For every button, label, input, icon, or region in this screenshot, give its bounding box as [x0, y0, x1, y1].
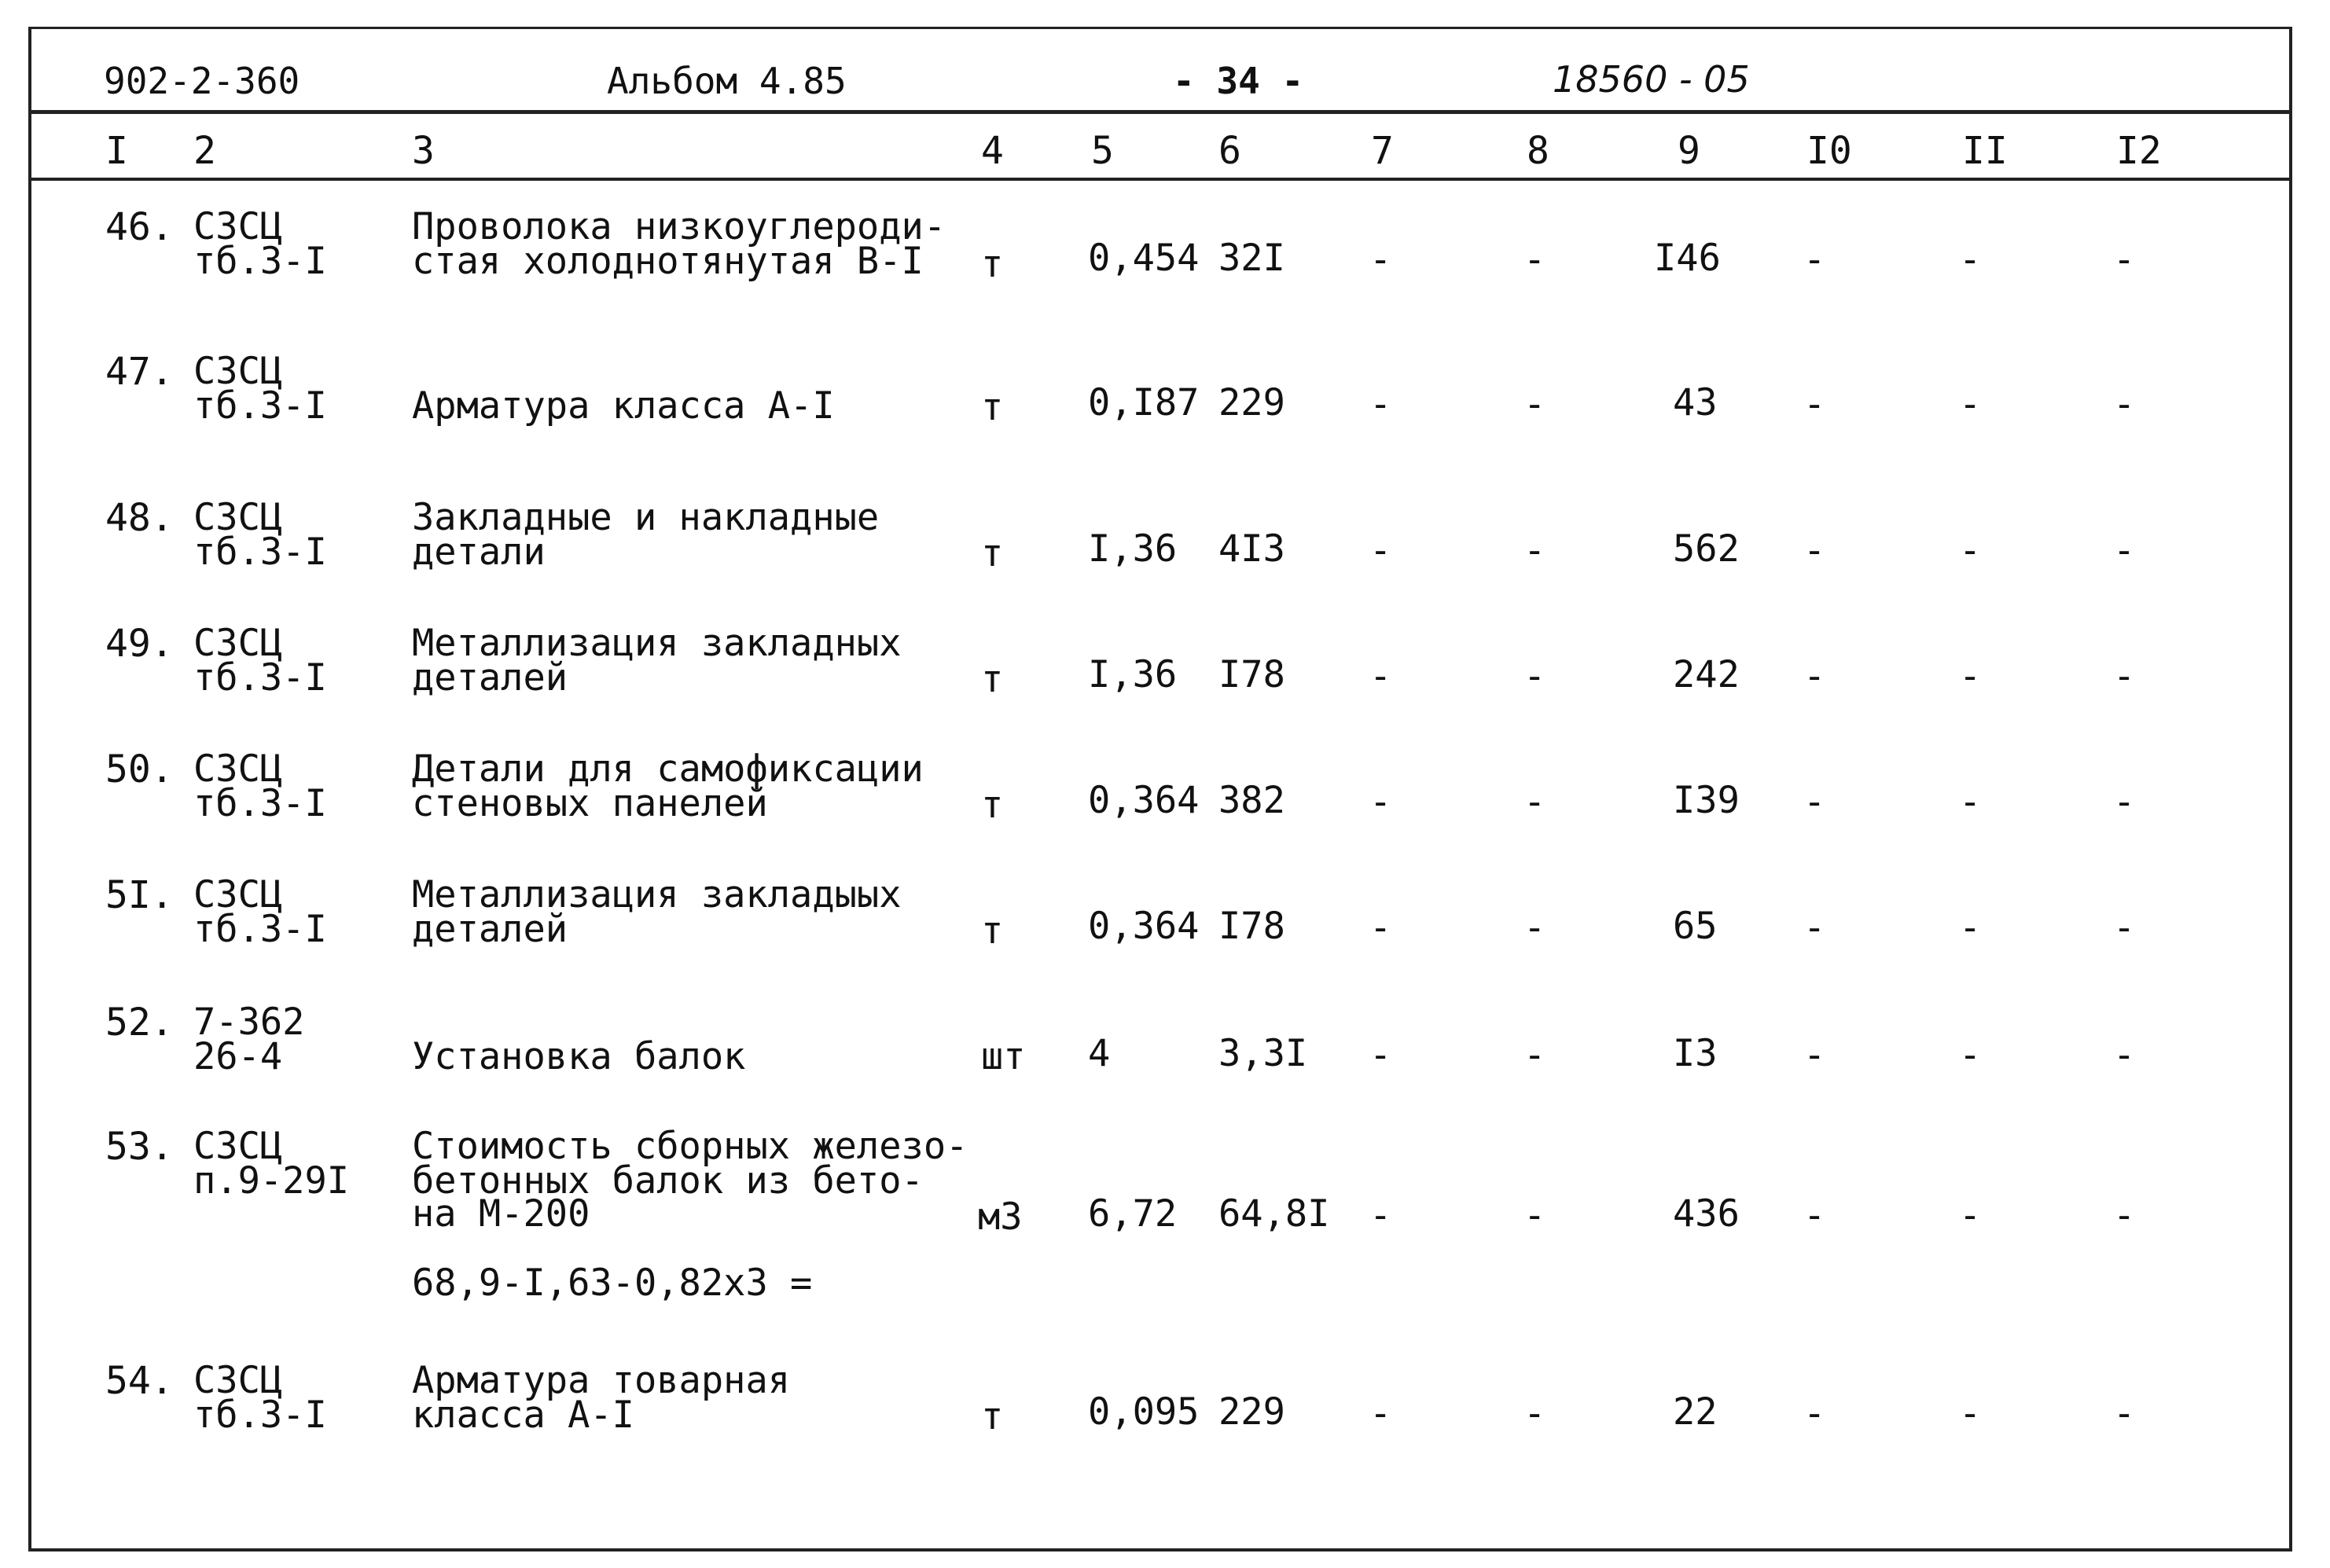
- unit-price: 3,3I: [1218, 1032, 1308, 1075]
- col-9-value: 22: [1673, 1390, 1718, 1434]
- col-8-value: -: [1523, 655, 1546, 698]
- item-description: стеновых панелей: [412, 782, 768, 825]
- col-header-2: 2: [193, 129, 216, 173]
- col-11-value: -: [1959, 529, 1982, 572]
- col-11-value: -: [1959, 383, 1982, 426]
- row-number: 54.: [105, 1359, 174, 1403]
- quantity: I,36: [1088, 653, 1178, 696]
- col-9-value: 562: [1673, 527, 1740, 571]
- col-7-value: -: [1369, 1034, 1392, 1077]
- col-header-8: 8: [1527, 129, 1549, 173]
- norm-code: СЗСЦ: [193, 1359, 283, 1402]
- unit: т: [981, 532, 1004, 575]
- col-8-value: -: [1523, 383, 1546, 426]
- norm-code: тб.3-I: [193, 1394, 327, 1437]
- col-8-value: -: [1523, 1034, 1546, 1077]
- norm-code: 26-4: [193, 1035, 283, 1078]
- col-10-value: -: [1803, 655, 1826, 698]
- item-description: Детали для самофиксации: [412, 747, 924, 791]
- item-description: стая холоднотянутая В-I: [412, 240, 924, 283]
- col-10-value: -: [1803, 238, 1826, 281]
- row-number: 49.: [105, 622, 174, 666]
- row-number: 53.: [105, 1125, 174, 1169]
- norm-code: СЗСЦ: [193, 205, 283, 248]
- col-7-value: -: [1369, 1392, 1392, 1435]
- quantity: 0,I87: [1088, 381, 1200, 424]
- column-header-rule: [28, 178, 2292, 181]
- item-description: на М-200: [412, 1192, 590, 1236]
- unit: шт: [981, 1035, 1026, 1078]
- quantity: 0,454: [1088, 237, 1200, 280]
- unit: т: [981, 1395, 1004, 1438]
- norm-code: СЗСЦ: [193, 350, 283, 393]
- unit-price: I78: [1218, 653, 1285, 696]
- unit-price: 64,8I: [1218, 1192, 1330, 1236]
- col-7-value: -: [1369, 383, 1392, 426]
- unit-price: I78: [1218, 905, 1285, 948]
- norm-code: СЗСЦ: [193, 873, 283, 916]
- norm-code: тб.3-I: [193, 656, 327, 700]
- col-9-value: 436: [1673, 1192, 1740, 1236]
- col-12-value: -: [2113, 655, 2136, 698]
- item-description: Закладные и накладные: [412, 496, 880, 539]
- col-7-value: -: [1369, 529, 1392, 572]
- col-header-3: 3: [412, 129, 435, 173]
- col-12-value: -: [2113, 1034, 2136, 1077]
- col-12-value: -: [2113, 1392, 2136, 1435]
- row-number: 52.: [105, 1001, 174, 1045]
- col-header-11: II: [1962, 129, 2008, 173]
- col-12-value: -: [2113, 780, 2136, 824]
- item-description: деталей: [412, 908, 568, 951]
- col-12-value: -: [2113, 1194, 2136, 1237]
- col-8-value: -: [1523, 238, 1546, 281]
- col-9-value: 242: [1673, 653, 1740, 696]
- norm-code: тб.3-I: [193, 782, 327, 825]
- norm-code: СЗСЦ: [193, 747, 283, 791]
- norm-code: тб.3-I: [193, 240, 327, 283]
- norm-code: 7-362: [193, 1001, 305, 1044]
- row-number: 50.: [105, 747, 174, 791]
- item-description: Металлизация закладных: [412, 622, 902, 665]
- col-9-value: 65: [1673, 905, 1718, 948]
- col-10-value: -: [1803, 1392, 1826, 1435]
- col-10-value: -: [1803, 906, 1826, 949]
- row-number: 47.: [105, 350, 174, 394]
- col-9-value: 43: [1673, 381, 1718, 424]
- col-header-6: 6: [1218, 129, 1241, 173]
- col-header-9: 9: [1678, 129, 1700, 173]
- col-11-value: -: [1959, 780, 1982, 824]
- quantity: 0,095: [1088, 1390, 1200, 1434]
- item-description: Арматура товарная: [412, 1359, 791, 1402]
- document-code: 902-2-360: [104, 60, 300, 102]
- unit: т: [981, 243, 1004, 286]
- col-11-value: -: [1959, 238, 1982, 281]
- item-description: класса А-I: [412, 1394, 634, 1437]
- col-7-value: -: [1369, 780, 1392, 824]
- item-description: Арматура класса А-I: [412, 384, 835, 428]
- col-11-value: -: [1959, 906, 1982, 949]
- col-9-value: I39: [1673, 779, 1740, 822]
- registration-number: 18560 - 05: [1553, 58, 1750, 101]
- col-8-value: -: [1523, 1392, 1546, 1435]
- col-9-value: I46: [1654, 237, 1721, 280]
- col-header-12: I2: [2116, 129, 2162, 173]
- col-12-value: -: [2113, 383, 2136, 426]
- quantity: 6,72: [1088, 1192, 1178, 1236]
- calculation-note: 68,9-I,63-0,82х3 =: [412, 1261, 813, 1305]
- norm-code: п.9-29I: [193, 1159, 350, 1203]
- row-number: 48.: [105, 496, 174, 540]
- item-description: Стоимость сборных железо-: [412, 1125, 968, 1168]
- norm-code: тб.3-I: [193, 384, 327, 428]
- col-header-7: 7: [1371, 129, 1394, 173]
- norm-code: тб.3-I: [193, 908, 327, 951]
- item-description: Металлизация закладыых: [412, 873, 902, 916]
- unit-price: 229: [1218, 1390, 1285, 1434]
- unit: т: [981, 658, 1004, 701]
- col-7-value: -: [1369, 655, 1392, 698]
- col-11-value: -: [1959, 1034, 1982, 1077]
- quantity: 0,364: [1088, 779, 1200, 822]
- album-number: Альбом 4.85: [607, 60, 847, 102]
- unit-price: 32I: [1218, 237, 1285, 280]
- item-description: бетонных балок из бето-: [412, 1159, 924, 1203]
- col-header-4: 4: [981, 129, 1004, 173]
- col-header-5: 5: [1091, 129, 1114, 173]
- unit: т: [981, 386, 1004, 429]
- quantity: 4: [1088, 1032, 1111, 1075]
- col-header-10: I0: [1806, 129, 1852, 173]
- col-12-value: -: [2113, 906, 2136, 949]
- unit-price: 4I3: [1218, 527, 1285, 571]
- unit: т: [981, 784, 1004, 827]
- col-8-value: -: [1523, 1194, 1546, 1237]
- col-11-value: -: [1959, 1194, 1982, 1237]
- unit: т: [981, 909, 1004, 953]
- col-7-value: -: [1369, 906, 1392, 949]
- col-11-value: -: [1959, 1392, 1982, 1435]
- item-description: Проволока низкоуглероди-: [412, 205, 946, 248]
- col-11-value: -: [1959, 655, 1982, 698]
- unit: м3: [978, 1195, 1023, 1239]
- header-rule: [28, 110, 2292, 114]
- col-10-value: -: [1803, 1194, 1826, 1237]
- col-7-value: -: [1369, 238, 1392, 281]
- page-number: - 34 -: [1173, 60, 1304, 102]
- unit-price: 229: [1218, 381, 1285, 424]
- norm-code: СЗСЦ: [193, 622, 283, 665]
- item-description: детали: [412, 531, 546, 574]
- norm-code: тб.3-I: [193, 531, 327, 574]
- norm-code: СЗСЦ: [193, 1125, 283, 1168]
- item-description: Установка балок: [412, 1035, 746, 1078]
- col-10-value: -: [1803, 383, 1826, 426]
- col-10-value: -: [1803, 529, 1826, 572]
- col-header-1: I: [105, 129, 128, 173]
- col-10-value: -: [1803, 1034, 1826, 1077]
- unit-price: 382: [1218, 779, 1285, 822]
- col-8-value: -: [1523, 780, 1546, 824]
- quantity: 0,364: [1088, 905, 1200, 948]
- quantity: I,36: [1088, 527, 1178, 571]
- norm-code: СЗСЦ: [193, 496, 283, 539]
- col-8-value: -: [1523, 529, 1546, 572]
- row-number: 5I.: [105, 873, 174, 917]
- item-description: деталей: [412, 656, 568, 700]
- col-12-value: -: [2113, 529, 2136, 572]
- col-10-value: -: [1803, 780, 1826, 824]
- row-number: 46.: [105, 205, 174, 249]
- col-7-value: -: [1369, 1194, 1392, 1237]
- col-8-value: -: [1523, 906, 1546, 949]
- col-12-value: -: [2113, 238, 2136, 281]
- col-9-value: I3: [1673, 1032, 1718, 1075]
